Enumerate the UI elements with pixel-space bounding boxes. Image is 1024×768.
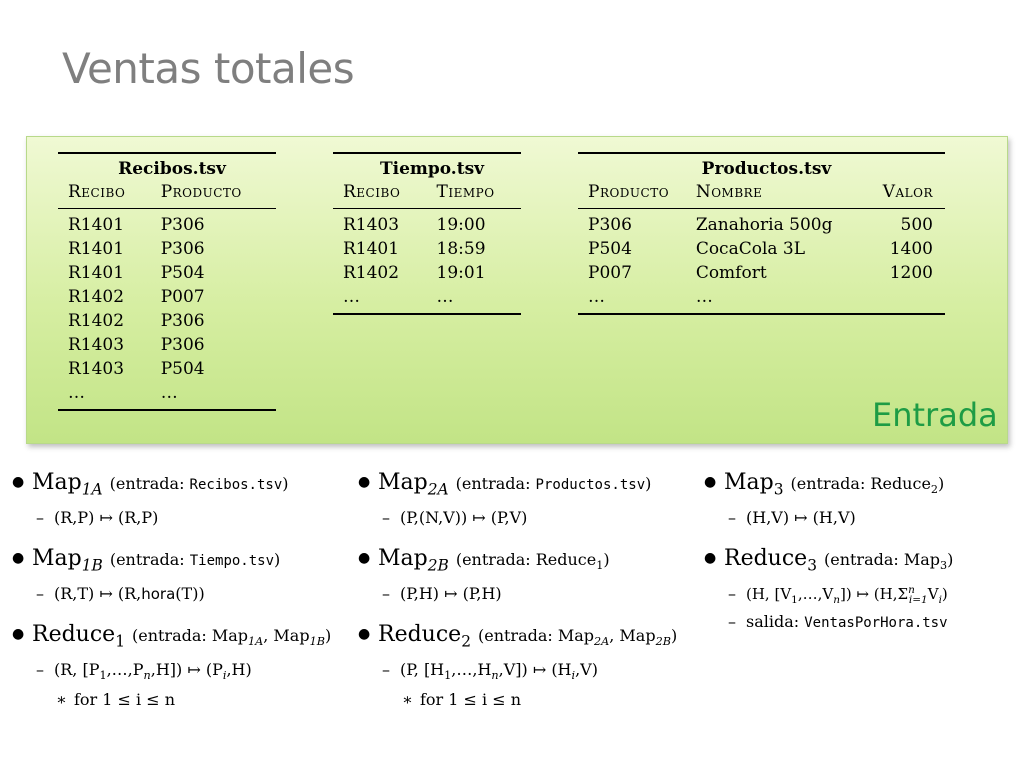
table-row <box>333 285 521 314</box>
table-row <box>333 237 521 261</box>
table-row <box>578 261 945 285</box>
rule-reduce2: – (P, $[H_1,\dots,H_n,V]$) ↦ $(H_i,V)$ <box>382 660 598 683</box>
table-row <box>58 209 276 238</box>
column-header: Recibo <box>58 180 151 209</box>
table-cell: R1401 <box>68 239 125 259</box>
table-caption: Recibos.tsv <box>58 153 276 180</box>
table-row <box>58 357 276 381</box>
rule-reduce3: – (H, $[V_1,\dots,V_n]$) ↦ $(H,\Sigma^n_{i=1}V_i)$ <box>728 584 948 606</box>
table-cell: P306 <box>160 215 205 235</box>
table-cell: P504 <box>588 239 632 259</box>
table-cell: R1401 <box>68 263 125 283</box>
table-cell: Zanahoria 500g <box>695 215 833 235</box>
table-cell: R1402 <box>68 287 125 307</box>
table-cell: 1200 <box>889 263 933 283</box>
table-cell: … <box>58 381 151 410</box>
condition-reduce1: ∗ for 1 ≤ i ≤ n <box>56 690 176 709</box>
rule-map2b: – (P,H) ↦ (P,H) <box>382 584 502 603</box>
list-item-map3: ● Map$_3$ (entrada: Reduce$_2$) <box>704 470 945 499</box>
table-cell: … <box>686 285 860 314</box>
column-1 <box>12 470 352 718</box>
tiempo-table <box>333 152 521 315</box>
column-header: Valor <box>859 180 945 209</box>
rule-reduce1: – (R, $[P_1,\dots,P_n,H]$) ↦ $(P_i,H)$ <box>36 660 252 683</box>
table-cell: P504 <box>160 359 205 379</box>
table-row <box>58 261 276 285</box>
list-item-reduce2: ● Reduce$_2$ (entrada: Map$_{2A}$, Map$_{2B}$) <box>358 622 678 651</box>
table-cell: … <box>151 381 276 410</box>
list-item-map2a: ● Map$_{2A}$ (entrada: Productos.tsv) <box>358 470 652 499</box>
table-cell: R1401 <box>343 239 400 259</box>
column-header: Producto <box>151 180 276 209</box>
bullet-icon: ● <box>12 474 25 490</box>
bullet-icon: ● <box>12 626 25 642</box>
table-cell: R1401 <box>68 215 125 235</box>
table-row <box>333 209 521 238</box>
table-cell: … <box>578 285 686 314</box>
table-cell: P306 <box>588 215 632 235</box>
list-item-map1b: ● Map$_{1B}$ (entrada: Tiempo.tsv) <box>12 546 281 575</box>
bullet-icon: ● <box>358 550 371 566</box>
entrada-label: Entrada <box>872 396 998 434</box>
rule-map1b: – (R,T) ↦ (R,hora(T)) <box>36 584 205 603</box>
table-cell: 500 <box>900 215 933 235</box>
table-cell: 1400 <box>889 239 933 259</box>
table-row <box>578 285 945 314</box>
table-cell: R1403 <box>343 215 400 235</box>
table-cell: Comfort <box>695 263 767 283</box>
table-cell: P306 <box>160 335 205 355</box>
column-2 <box>358 470 703 718</box>
table-cell: R1402 <box>343 263 400 283</box>
table-cell: P007 <box>160 287 205 307</box>
table-row <box>58 285 276 309</box>
list-item-reduce1: ● Reduce$_1$ (entrada: Map$_{1A}$, Map$_{1B}$) <box>12 622 332 651</box>
table-cell: … <box>427 285 521 314</box>
table-row <box>58 333 276 357</box>
bullet-icon: ● <box>704 474 717 490</box>
table-row <box>58 237 276 261</box>
table-row <box>58 381 276 410</box>
table-cell: R1402 <box>68 311 125 331</box>
table-cell: P007 <box>588 263 632 283</box>
bullet-icon: ● <box>12 550 25 566</box>
bullet-icon: ● <box>358 626 371 642</box>
slide-title: Ventas totales <box>62 44 355 93</box>
recibos-table <box>58 152 276 411</box>
rule-map3: – (H,V) ↦ (H,V) <box>728 508 856 527</box>
table-cell: 19:01 <box>436 263 486 283</box>
column-header: Recibo <box>333 180 427 209</box>
output-reduce3: – salida: VentasPorHora.tsv <box>728 612 948 631</box>
column-header: Producto <box>578 180 686 209</box>
table-caption: Tiempo.tsv <box>333 153 521 180</box>
table-row <box>333 261 521 285</box>
productos-table <box>578 152 945 315</box>
table-cell: CocaCola 3L <box>695 239 806 259</box>
table-cell: P306 <box>160 239 205 259</box>
column-3 <box>704 470 1020 650</box>
table-caption: Productos.tsv <box>578 153 945 180</box>
table-cell <box>859 285 945 314</box>
table-cell: R1403 <box>68 335 125 355</box>
table-row <box>578 237 945 261</box>
list-item-map2b: ● Map$_{2B}$ (entrada: Reduce$_1$) <box>358 546 610 575</box>
column-header: Nombre <box>686 180 860 209</box>
column-header: Tiempo <box>427 180 521 209</box>
table-cell: 19:00 <box>436 215 486 235</box>
table-cell: 18:59 <box>436 239 486 259</box>
table-row <box>578 209 945 238</box>
table-row <box>58 309 276 333</box>
table-cell: P306 <box>160 311 205 331</box>
rule-map2a: – (P,(N,V)) ↦ (P,V) <box>382 508 528 527</box>
condition-reduce2: ∗ for 1 ≤ i ≤ n <box>402 690 522 709</box>
rule-map1a: – (R,P) ↦ (R,P) <box>36 508 159 527</box>
bullet-icon: ● <box>358 474 371 490</box>
table-cell: … <box>333 285 427 314</box>
list-item-map1a: ● Map$_{1A}$ (entrada: Recibos.tsv) <box>12 470 289 499</box>
list-item-reduce3: ● Reduce$_3$ (entrada: Map$_3$) <box>704 546 954 575</box>
table-cell: R1403 <box>68 359 125 379</box>
table-cell: P504 <box>160 263 205 283</box>
bullet-icon: ● <box>704 550 717 566</box>
